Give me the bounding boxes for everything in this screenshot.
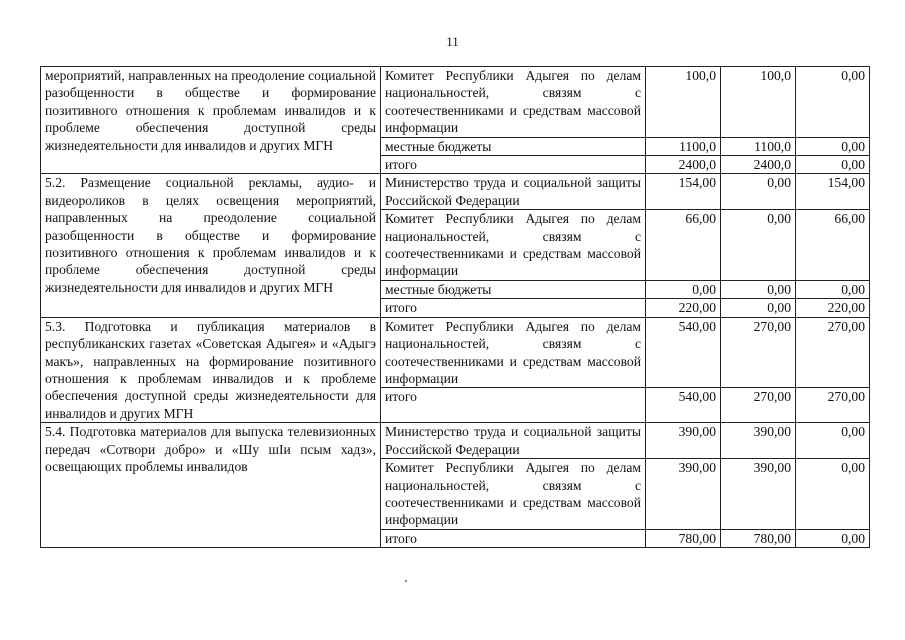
value-cell: 270,00 <box>721 388 796 423</box>
value-cell: 270,00 <box>796 317 870 388</box>
value-cell: 540,00 <box>646 388 721 423</box>
value-cell: 2400,0 <box>721 156 796 174</box>
source-cell: Комитет Республики Адыгея по делам национальностей, связям с соотечественниками и средствам массовой информации <box>381 459 646 530</box>
value-cell: 270,00 <box>796 388 870 423</box>
value-cell: 0,00 <box>796 529 870 547</box>
value-cell: 66,00 <box>646 210 721 281</box>
value-cell: 154,00 <box>796 174 870 210</box>
source-cell: Комитет Республики Адыгея по делам национальностей, связям с соотечественниками и средствам массовой информации <box>381 67 646 138</box>
value-cell: 780,00 <box>721 529 796 547</box>
value-cell: 0,00 <box>721 299 796 317</box>
value-cell: 0,00 <box>796 137 870 155</box>
value-cell: 0,00 <box>721 174 796 210</box>
value-cell: 0,00 <box>796 156 870 174</box>
scan-dot <box>405 580 407 582</box>
table-row <box>41 67 870 138</box>
table-row <box>41 423 870 459</box>
value-cell: 220,00 <box>646 299 721 317</box>
source-cell: Комитет Республики Адыгея по делам национальностей, связям с соотечественниками и средствам массовой информации <box>381 317 646 388</box>
value-cell: 100,0 <box>721 67 796 138</box>
value-cell: 0,00 <box>796 423 870 459</box>
budget-table <box>40 66 870 548</box>
table-row <box>41 317 870 388</box>
value-cell: 66,00 <box>796 210 870 281</box>
value-cell: 100,0 <box>646 67 721 138</box>
value-cell: 220,00 <box>796 299 870 317</box>
value-cell: 390,00 <box>646 423 721 459</box>
activity-cell-5-4: 5.4. Подготовка материалов для выпуска телевизионных передач «Сотвори добро» и «Шу шIи псым хадз», освещающих проблемы инвалидов <box>41 423 381 548</box>
value-cell: 390,00 <box>721 423 796 459</box>
value-cell: 2400,0 <box>646 156 721 174</box>
activity-cell-5-2: 5.2. Размещение социальной рекламы, аудио- и видеороликов в целях освещения мероприятий, направленных на преодоление социальной разобщенности в обществе и формирование позитивного отношения к проблемам инвалидов и к проблеме обеспечения доступной среды жизнедеятельности для инвалидов и других МГН <box>41 174 381 317</box>
value-cell: 540,00 <box>646 317 721 388</box>
source-cell: итого <box>381 529 646 547</box>
value-cell: 0,00 <box>721 210 796 281</box>
table-row <box>41 174 870 210</box>
value-cell: 390,00 <box>646 459 721 530</box>
source-cell: Комитет Республики Адыгея по делам национальностей, связям с соотечественниками и средствам массовой информации <box>381 210 646 281</box>
value-cell: 0,00 <box>796 459 870 530</box>
source-cell: Министерство труда и социальной защиты Российской Федерации <box>381 423 646 459</box>
source-cell: итого <box>381 299 646 317</box>
value-cell: 1100,0 <box>646 137 721 155</box>
value-cell: 270,00 <box>721 317 796 388</box>
value-cell: 780,00 <box>646 529 721 547</box>
source-cell: итого <box>381 388 646 423</box>
value-cell: 0,00 <box>646 280 721 298</box>
source-cell: итого <box>381 156 646 174</box>
source-cell: местные бюджеты <box>381 280 646 298</box>
source-cell: местные бюджеты <box>381 137 646 155</box>
value-cell: 390,00 <box>721 459 796 530</box>
activity-cell-continuation: мероприятий, направленных на преодоление социальной разобщенности в обществе и формирование позитивного отношения к проблемам инвалидов и к проблеме обеспечения доступной среды жизнедеятельности для инвалидов и других МГН <box>41 67 381 174</box>
value-cell: 1100,0 <box>721 137 796 155</box>
source-cell: Министерство труда и социальной защиты Российской Федерации <box>381 174 646 210</box>
value-cell: 0,00 <box>796 280 870 298</box>
activity-cell-5-3: 5.3. Подготовка и публикация материалов в республиканских газетах «Советская Адыгея» и «Адыгэ макъ», направленных на формирование позитивного отношения к проблемам инвалидов и к проблеме обеспечения доступной среды жизнедеятельности для инвалидов и других МГН <box>41 317 381 423</box>
value-cell: 0,00 <box>796 67 870 138</box>
value-cell: 0,00 <box>721 280 796 298</box>
page-number: 11 <box>446 34 459 49</box>
value-cell: 154,00 <box>646 174 721 210</box>
